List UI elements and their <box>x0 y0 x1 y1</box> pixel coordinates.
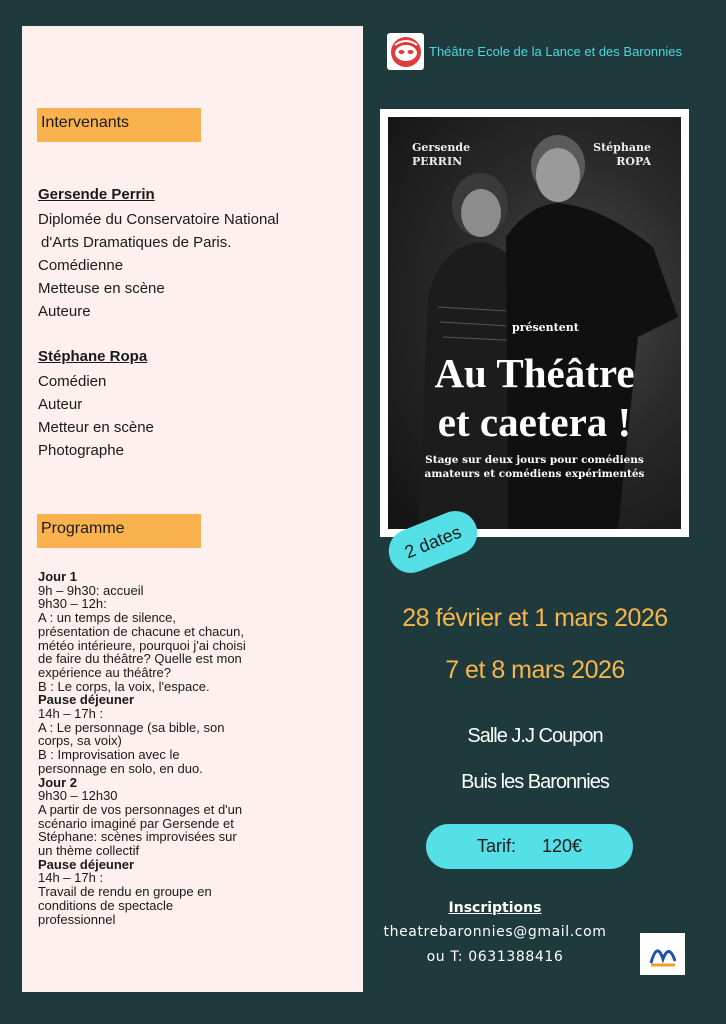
bio-line: Photographe <box>38 442 124 459</box>
bio-gersende <box>38 186 279 323</box>
presents-text: présentent <box>512 321 579 334</box>
programme-line: 14h – 17h : <box>38 706 104 722</box>
last-name: PERRIN <box>412 155 463 168</box>
title-line: et caetera ! <box>437 399 632 445</box>
programme-section-title: Pause déjeuner <box>38 856 135 872</box>
poster-title <box>388 349 681 447</box>
bio-line: Auteur <box>38 396 83 413</box>
bio-line: Diplomée du Conservatoire National <box>38 211 279 228</box>
first-name: Stéphane <box>593 141 651 154</box>
person-name: Stéphane Ropa <box>38 348 148 365</box>
programme-line: 9h30 – 12h: <box>38 596 107 612</box>
inscriptions-heading: Inscriptions <box>448 900 542 916</box>
buis-logo-icon <box>640 933 685 975</box>
organization-header <box>387 33 682 70</box>
person-name: Gersende Perrin <box>38 186 155 203</box>
venue-town: Buis les Baronnies <box>461 771 609 793</box>
bio-line: d'Arts Dramatiques de Paris. <box>41 234 232 251</box>
programme-section-title: Pause déjeuner <box>38 692 135 708</box>
contact-email[interactable]: theatrebaronnies@gmail.com <box>383 924 607 940</box>
subtitle-line: amateurs et comédiens expérimentés <box>424 468 645 480</box>
first-name: Gersende <box>412 141 471 154</box>
intervenants-heading: Intervenants <box>37 108 201 142</box>
dates-badge: 2 dates <box>382 504 484 579</box>
poster-photo <box>388 117 681 529</box>
bio-line: Metteur en scène <box>38 419 154 436</box>
price-label: Tarif: <box>476 836 516 856</box>
event-date: 28 février et 1 mars 2026 <box>402 604 668 632</box>
poster-subtitle <box>388 453 681 481</box>
organization-name: Théâtre Ecole de la Lance et des Baronnies <box>429 44 682 59</box>
bio-line: Comédien <box>38 373 107 390</box>
theatre-mask-icon <box>387 33 424 70</box>
event-poster <box>380 109 689 537</box>
bio-line: Auteure <box>38 303 91 320</box>
programme-line: Travail de rendu en groupe en conditions de spectacle professionnel <box>38 884 212 927</box>
programme-line: A partir de vos personnages et d'un scénario imaginé par Gersende et Stéphane: scènes improvisées sur un thème collectif <box>38 801 243 859</box>
last-name: ROPA <box>616 155 651 168</box>
programme-line: 9h30 – 12h30 <box>38 788 118 804</box>
info-panel <box>22 26 363 992</box>
subtitle-line: Stage sur deux jours pour comédiens <box>425 454 644 466</box>
event-date: 7 et 8 mars 2026 <box>445 656 625 684</box>
title-line: Au Théâtre <box>434 350 635 396</box>
programme-heading: Programme <box>37 514 201 548</box>
price-pill <box>426 824 633 869</box>
price-value: 120€ <box>541 836 583 856</box>
poster-name-left <box>412 141 470 169</box>
contact-phone[interactable]: ou T: 0631388416 <box>426 949 564 965</box>
bio-stephane <box>38 348 154 462</box>
bio-line: Comédienne <box>38 257 124 274</box>
poster-name-right <box>593 141 651 169</box>
programme-list <box>38 570 248 926</box>
programme-line: A : Le personnage (sa bible, son corps, sa voix) <box>38 719 225 749</box>
programme-line: A : un temps de silence, présentation de chacune et chacun, météo intérieure, pourquoi j'ai choisi de faire du théâtre? Quelle est mon expérience au théâtre? <box>38 610 246 680</box>
programme-line: 14h – 17h : <box>38 870 104 886</box>
programme-line: 9h – 9h30: accueil <box>38 582 144 598</box>
bio-line: Metteuse en scène <box>38 280 165 297</box>
programme-section-title: Jour 1 <box>38 569 78 584</box>
programme-line: B : Improvisation avec le personnage en solo, en duo. <box>38 747 203 776</box>
venue-name: Salle J.J Coupon <box>467 725 603 747</box>
programme-line: B : Le corps, la voix, l'espace. <box>38 678 210 694</box>
programme-section-title: Jour 2 <box>38 774 78 790</box>
